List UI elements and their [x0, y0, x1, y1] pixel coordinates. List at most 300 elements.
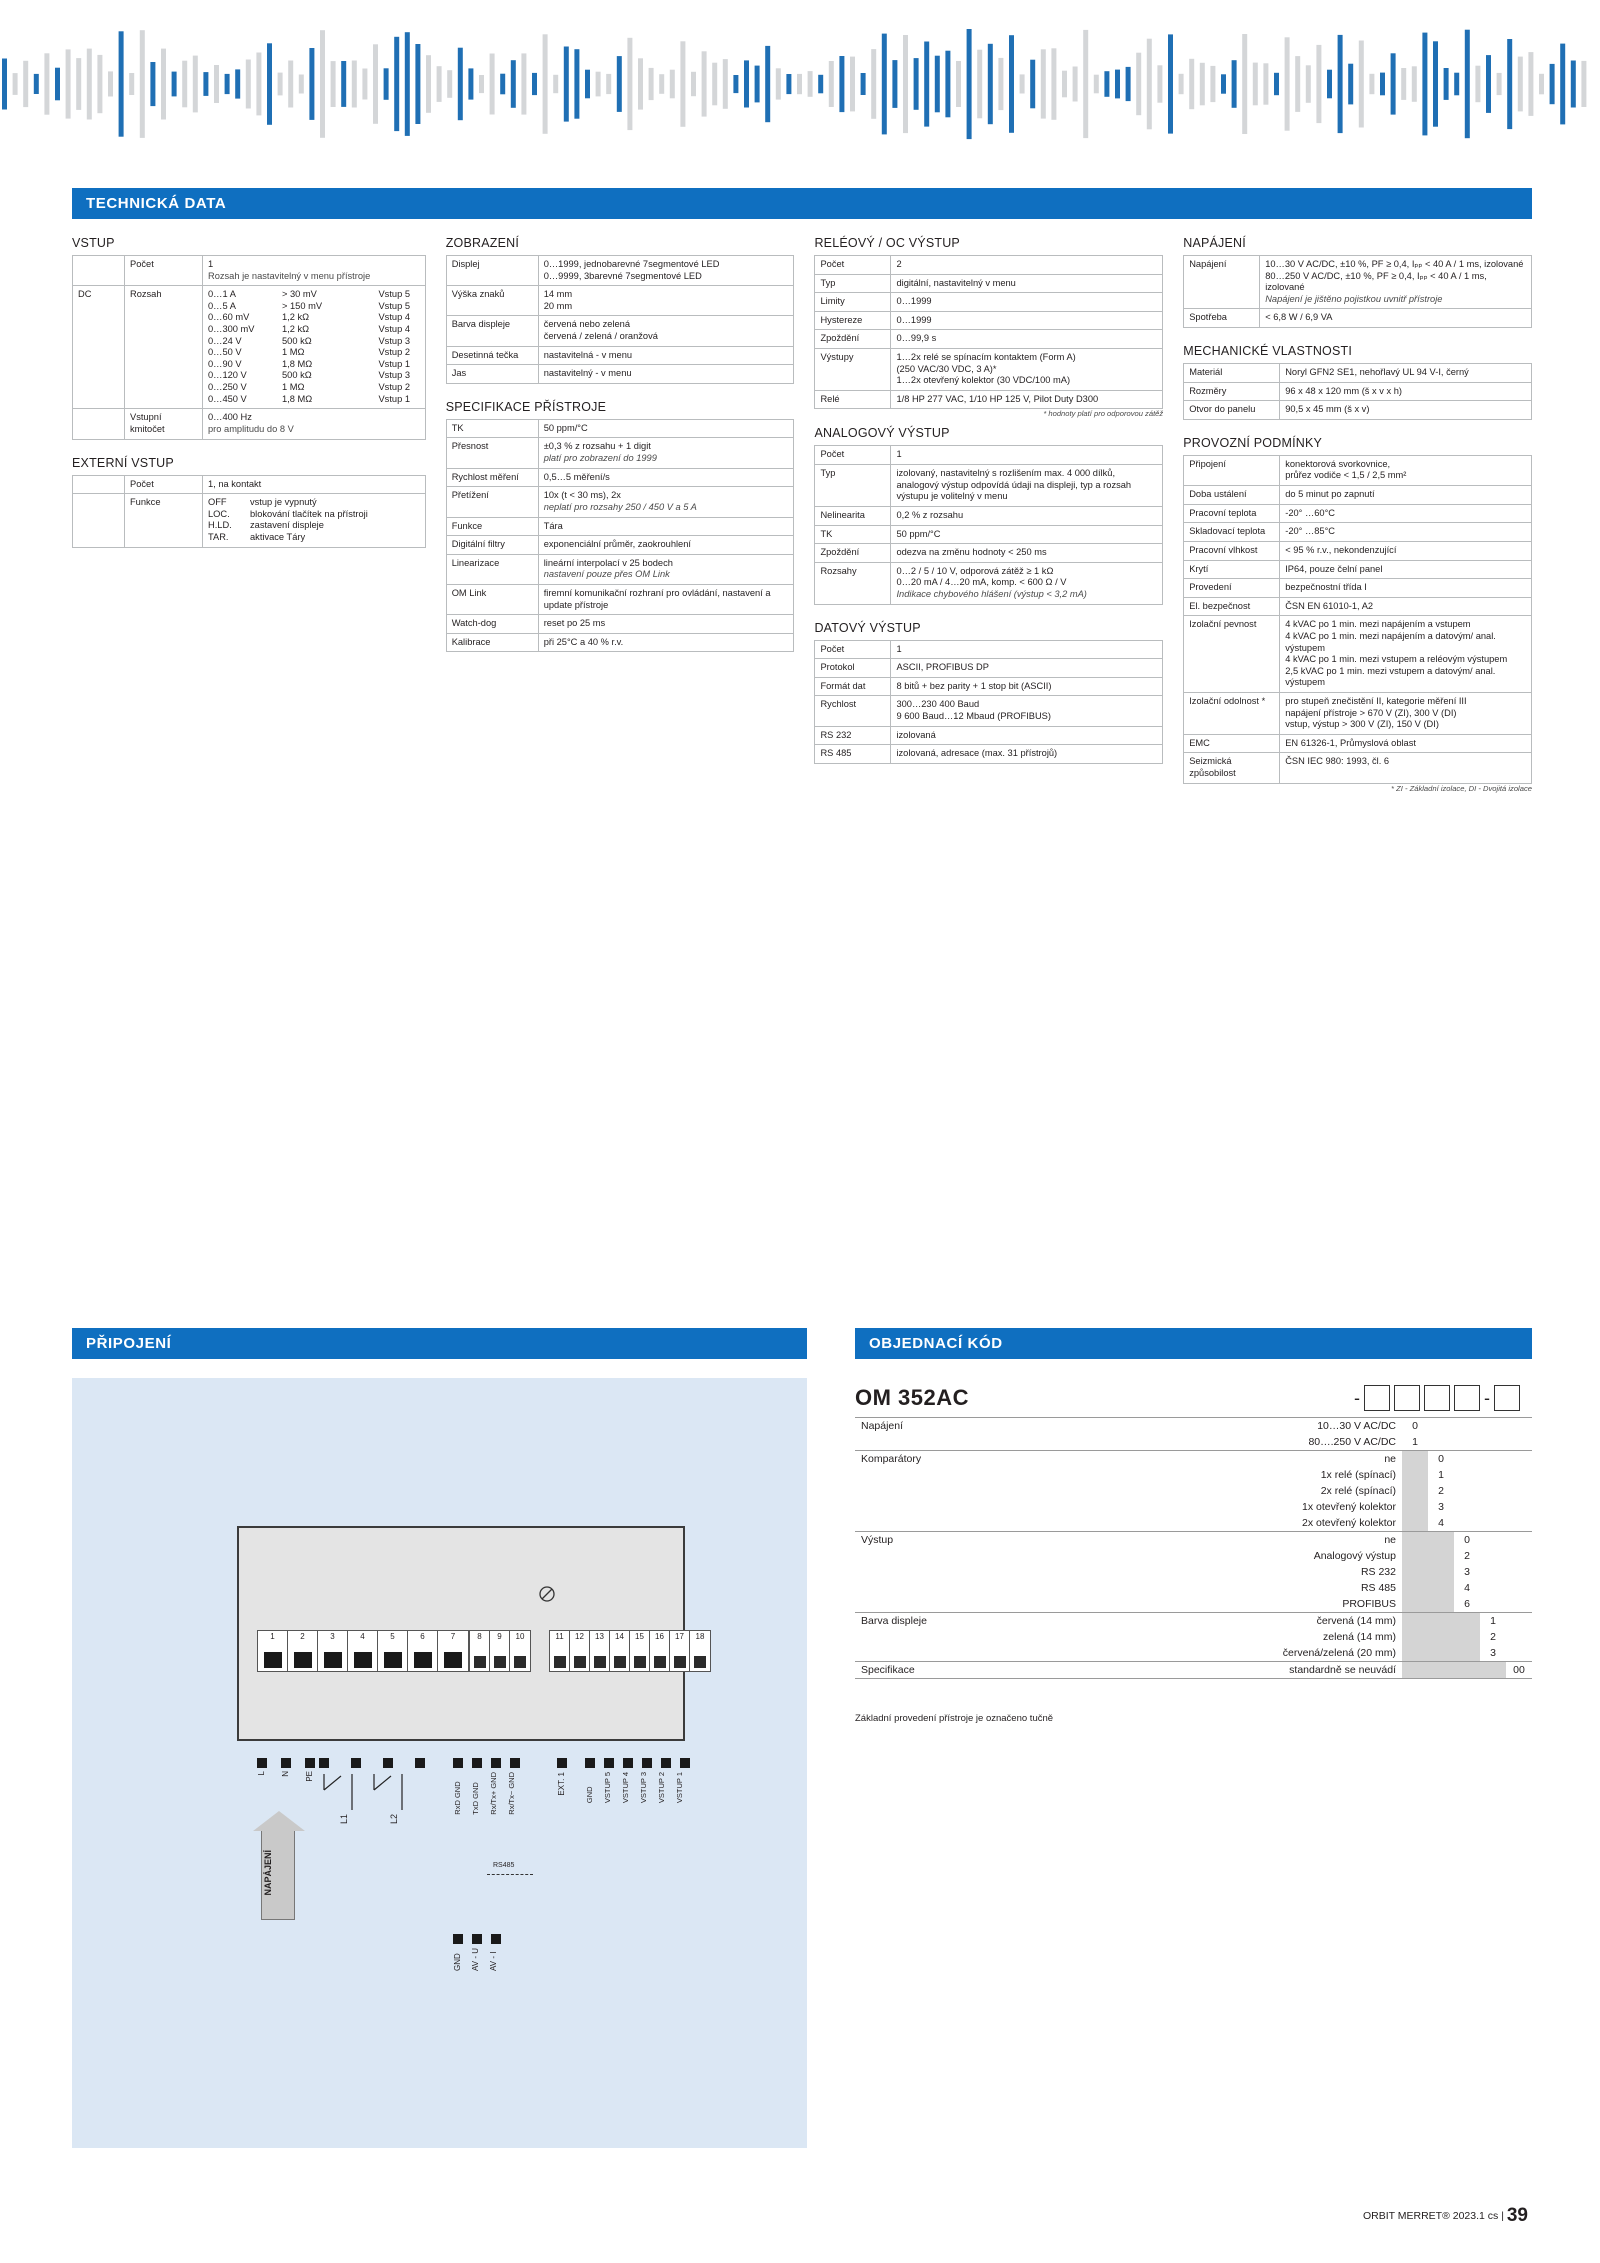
cell-label: Rozměry: [1184, 382, 1280, 401]
ordering-option-label: 80….250 V AC/DC: [1308, 1436, 1396, 1448]
ext-label: EXT. 1: [557, 1772, 566, 1796]
group-title-rele: RELÉOVÝ / OC VÝSTUP: [814, 236, 960, 250]
cell-label: Izolační odolnost *: [1184, 693, 1280, 735]
terminal-number: 9: [497, 1632, 502, 1641]
ordering-code-cell: [1480, 1451, 1506, 1468]
cell-value: 1: [891, 446, 1163, 465]
cell-label: Barva displeje: [446, 316, 538, 346]
terminal-block-power-relay[interactable]: [257, 1630, 469, 1672]
group-title-mechanicke: MECHANICKÉ VLASTNOSTI: [1183, 344, 1353, 359]
cell-label: Přesnost: [446, 438, 538, 468]
ordering-row: [855, 1532, 1532, 1549]
ordering-code-cell: [1402, 1629, 1428, 1645]
cell-label: Otvor do panelu: [1184, 401, 1280, 420]
funkce-desc: aktivace Táry: [250, 531, 306, 542]
cell-value: 0…99,9 s: [891, 330, 1163, 349]
data-pin-label: Rx/Tx+ GND: [489, 1772, 498, 1815]
terminal[interactable]: [318, 1631, 348, 1671]
ordering-row: [855, 1499, 1532, 1515]
cell-value: 50 ppm/°C: [891, 525, 1163, 544]
range-value: 0…300 mV: [208, 324, 255, 335]
cell-label-pocet-ext: Počet: [125, 475, 203, 494]
cell-label: Připojení: [1184, 455, 1280, 485]
ordering-code-cell: [1454, 1483, 1480, 1499]
ordering-code-cell: [1506, 1451, 1532, 1468]
ordering-code-cell: 0: [1454, 1532, 1480, 1549]
ordering-code-cell: [1480, 1532, 1506, 1549]
range-value: 0…250 V: [208, 382, 247, 393]
ordering-code-cell: [1480, 1596, 1506, 1613]
column-input: [72, 236, 426, 793]
cell-value: při 25°C a 40 % r.v.: [538, 633, 794, 652]
power-pin-PE: PE: [305, 1758, 315, 1782]
ordering-code-cell: [1402, 1548, 1428, 1564]
cell-label: Materiál: [1184, 364, 1280, 383]
cell-label: Krytí: [1184, 560, 1280, 579]
ordering-code-cell: [1506, 1580, 1532, 1596]
cell-value: 1/8 HP 277 VAC, 1/10 HP 125 V, Pilot Duty D300: [891, 390, 1163, 409]
table-row: [1184, 734, 1532, 753]
input-pin: [642, 1758, 652, 1768]
ordering-code-cell: 0: [1428, 1451, 1454, 1468]
cell-value: ČSN EN 61010-1, A2: [1280, 597, 1532, 616]
ordering-option-label: červená (14 mm): [1065, 1613, 1402, 1630]
dash-1: -: [1354, 1387, 1360, 1408]
ordering-code-cell: [1402, 1580, 1428, 1596]
footer-separator: |: [1501, 2209, 1504, 2222]
range-impedance: 1,2 kΩ: [282, 324, 310, 335]
terminal-pin: [494, 1656, 506, 1668]
ordering-code-cell: 4: [1438, 1517, 1444, 1529]
ordering-option-label: 1x relé (spínací): [1320, 1469, 1396, 1481]
cell-value: 0,5…5 měření/s: [538, 468, 794, 487]
ordering-code-cell: [1428, 1434, 1454, 1451]
ordering-table: [855, 1417, 1532, 1679]
ordering-code-cell: 3: [1464, 1566, 1470, 1578]
ordering-row: [855, 1629, 1532, 1645]
cell-label-dc: DC: [73, 286, 125, 409]
ordering-code-cell: [1454, 1434, 1480, 1451]
relay-pin-2: [351, 1758, 361, 1768]
cell-label: Počet: [815, 640, 891, 659]
range-row: [208, 359, 420, 371]
connection-diagram-panel: [72, 1378, 807, 2148]
cell-value: firemní komunikační rozhraní pro ovládání, nastavení a update přístroje: [538, 584, 794, 614]
terminal-number: 8: [477, 1632, 482, 1641]
cell-value: < 6,8 W / 6,9 VA: [1260, 309, 1532, 328]
table-row: [815, 311, 1163, 330]
table-row: [1184, 364, 1532, 383]
relay-contact-symbols: [319, 1770, 449, 1840]
terminal-pin: [674, 1656, 686, 1668]
range-terminal: Vstup 5: [378, 289, 410, 300]
ordering-group-name: [855, 1629, 1065, 1645]
ordering-row: [855, 1564, 1532, 1580]
device-outline: [237, 1526, 705, 1741]
ordering-code-cell: [1506, 1629, 1532, 1645]
terminal-pin: [354, 1652, 372, 1668]
code-box-5[interactable]: [1494, 1385, 1520, 1411]
terminal-number: 1: [270, 1632, 275, 1641]
table-row: [446, 316, 794, 346]
table-row: [73, 475, 426, 494]
code-box-1[interactable]: [1364, 1385, 1390, 1411]
terminal-number: 4: [360, 1632, 365, 1641]
ordering-code-cell: [1506, 1645, 1532, 1662]
page-number: 39: [1506, 2205, 1528, 2226]
terminal-pin: [414, 1652, 432, 1668]
range-impedance: 1 MΩ: [282, 382, 305, 393]
terminal-number: 7: [450, 1632, 456, 1641]
terminal[interactable]: [288, 1631, 318, 1671]
ordering-option-label: PROFIBUS: [1342, 1598, 1396, 1610]
ordering-code-cell: [1402, 1451, 1428, 1468]
ordering-row: [855, 1467, 1532, 1483]
table-row: [815, 274, 1163, 293]
range-row: [208, 394, 420, 406]
cell-label: Displej: [446, 256, 538, 286]
terminal-pin: [264, 1652, 282, 1668]
ordering-row: [855, 1451, 1532, 1468]
ordering-option-label: 2x relé (spínací): [1320, 1485, 1396, 1497]
table-vstup: [72, 255, 426, 440]
ordering-code-cell: [1402, 1515, 1428, 1532]
cell-value: 0…2 / 5 / 10 V, odporová zátěž ≥ 1 kΩ 0…20 mA / 4…20 mA, komp. < 600 Ω / V Indikace chybového hlášení (výstup < 3,2 mA): [891, 562, 1163, 604]
terminal[interactable]: [650, 1631, 670, 1671]
terminal[interactable]: [470, 1631, 490, 1671]
group-title-vstup: VSTUP: [72, 236, 115, 250]
table-mechanicke: [1183, 363, 1532, 420]
note-rele: * hodnoty platí pro odporovou zátěž: [1043, 409, 1164, 419]
cell-label: Výstupy: [815, 349, 891, 391]
ordering-code-cell: 00: [1506, 1662, 1532, 1679]
table-datovy: [814, 640, 1163, 764]
ordering-group-name: [855, 1499, 1065, 1515]
cell-label: El. bezpečnost: [1184, 597, 1280, 616]
terminal[interactable]: [610, 1631, 630, 1671]
cell-note: platí pro zobrazení do 1999: [543, 453, 657, 464]
cell-value: 50 ppm/°C: [538, 419, 794, 438]
section-header-ordering-code: OBJEDNACÍ KÓD: [855, 1328, 1532, 1359]
ordering-option-label: RS 485: [1360, 1582, 1396, 1594]
terminal-number: 14: [615, 1632, 624, 1641]
terminal[interactable]: [348, 1631, 378, 1671]
table-row: [815, 349, 1163, 391]
table-row: [73, 256, 426, 286]
cell-note: Indikace chybového hlášení (výstup < 3,2 mA): [896, 588, 1087, 599]
table-row: [1184, 309, 1532, 328]
group-title-napajeni: NAPÁJENÍ: [1183, 236, 1246, 250]
cell-label: Přetížení: [446, 487, 538, 517]
ordering-code-cell: 1: [1412, 1436, 1418, 1448]
terminal-pin: [384, 1652, 402, 1668]
cell-label: Digitální filtry: [446, 536, 538, 555]
ordering-code-cell: [1402, 1532, 1428, 1549]
table-row: [815, 465, 1163, 507]
terminal[interactable]: [378, 1631, 408, 1671]
group-title-provozni: PROVOZNÍ PODMÍNKY: [1183, 435, 1323, 450]
ordering-row: [855, 1596, 1532, 1613]
ordering-row: [855, 1645, 1532, 1662]
input-pin-label: VSTUP 3: [639, 1772, 648, 1804]
ordering-code-cell: [1480, 1564, 1506, 1580]
ao-pin-gnd: [453, 1934, 463, 1944]
data-pin: [510, 1758, 520, 1768]
cell-label: Kalibrace: [446, 633, 538, 652]
terminal[interactable]: [258, 1631, 288, 1671]
cell-value: reset po 25 ms: [538, 615, 794, 634]
funkce-desc: zastavení displeje: [250, 520, 324, 531]
ordering-row: [855, 1418, 1532, 1435]
cell-label: Watch-dog: [446, 615, 538, 634]
terminal[interactable]: [670, 1631, 690, 1671]
table-row: [446, 346, 794, 365]
ordering-code-cell: 1: [1480, 1613, 1506, 1630]
table-row: [1184, 455, 1532, 485]
range-impedance: 1,2 kΩ: [282, 312, 310, 323]
table-row: [446, 517, 794, 536]
terminal[interactable]: [630, 1631, 650, 1671]
cell-value: 1…2x relé se spínacím kontaktem (Form A) (250 VAC/30 VDC, 3 A)* 1…2x otevřený kolektor (30 VDC/100 mA): [891, 349, 1163, 391]
ordering-model-name: OM 352AC: [855, 1385, 970, 1410]
table-row: [815, 293, 1163, 312]
cell-empty-3: [73, 475, 125, 494]
cell-value: nastavitelný - v menu: [538, 365, 794, 384]
cell-value: pro stupeň znečistění II, kategorie měření III napájení přístroje > 670 V (ZI), 300 V (DI) vstup, výstup > 300 V (ZI), 150 V (DI): [1280, 693, 1532, 735]
ao-pin-i: [491, 1934, 501, 1944]
ordering-code-cell: [1506, 1467, 1532, 1483]
cell-label: Typ: [815, 274, 891, 293]
range-terminal: Vstup 4: [378, 324, 410, 335]
ordering-code-cell: [1428, 1418, 1454, 1435]
range-impedance: 1 MΩ: [282, 347, 305, 358]
table-row: [815, 640, 1163, 659]
relay-pin-4: [415, 1758, 425, 1768]
terminal-pin: [474, 1656, 486, 1668]
cell-value: digitální, nastavitelný v menu: [891, 274, 1163, 293]
table-row: [1184, 579, 1532, 598]
ordering-code-cell: [1428, 1596, 1454, 1613]
ordering-footnote: Základní provedení přístroje je označeno tučně: [855, 1713, 1054, 1724]
cell-value: IP64, pouze čelní panel: [1280, 560, 1532, 579]
table-napajeni: [1183, 255, 1532, 328]
ordering-code-cell: [1480, 1483, 1506, 1499]
range-row: [208, 347, 420, 359]
ordering-code-cell: 3: [1490, 1647, 1496, 1659]
range-row: [208, 301, 420, 313]
data-pin-label: Rx/Tx− GND: [507, 1772, 516, 1815]
ordering-row: [855, 1548, 1532, 1564]
ordering-code-cell: 0: [1402, 1418, 1428, 1435]
group-title-externi-vstup: EXTERNÍ VSTUP: [72, 455, 174, 470]
terminal-number: 10: [515, 1632, 525, 1641]
cell-value: 96 x 48 x 120 mm (š x v x h): [1280, 382, 1532, 401]
cell-value: 0…1999: [891, 293, 1163, 312]
table-row: [446, 468, 794, 487]
wiring-annotations: [257, 1758, 684, 2088]
ordering-code-cell: 2: [1464, 1550, 1470, 1562]
terminal-number: 18: [695, 1632, 705, 1641]
range-value: 0…1 A: [208, 289, 236, 300]
terminal[interactable]: [438, 1631, 468, 1671]
funkce-code: H.LD.: [208, 520, 232, 531]
terminal[interactable]: [570, 1631, 590, 1671]
data-pin-label: RxD GND: [453, 1781, 462, 1815]
ordering-code-cell: [1480, 1434, 1506, 1451]
terminal[interactable]: [590, 1631, 610, 1671]
cell-value: 1: [891, 640, 1163, 659]
ordering-code-cell: [1506, 1564, 1532, 1580]
ordering-option-label: RS 232: [1360, 1566, 1396, 1578]
terminal[interactable]: [690, 1631, 710, 1671]
ordering-option-label: ne: [1065, 1451, 1402, 1468]
ordering-code-cell: [1402, 1662, 1428, 1679]
cell-value: 0,2 % z rozsahu: [891, 506, 1163, 525]
range-terminal: Vstup 2: [378, 347, 410, 358]
ordering-code-cell: [1454, 1499, 1480, 1515]
table-rele: [814, 255, 1163, 409]
range-value: 0…60 mV: [208, 312, 250, 323]
cell-value: bezpečnostní třída I: [1280, 579, 1532, 598]
warning-icon: [539, 1586, 555, 1602]
terminal-number: 11: [555, 1632, 564, 1641]
cell-value: 10x (t < 30 ms), 2x neplatí pro rozsahy 250 / 450 V a 5 A: [538, 487, 794, 517]
table-row: [815, 390, 1163, 409]
table-row: [446, 286, 794, 316]
range-impedance: 1,8 MΩ: [282, 358, 313, 369]
ordering-code-cell: 2: [1438, 1485, 1444, 1497]
ordering-code-cell: [1402, 1483, 1428, 1499]
funkce-row: [208, 497, 420, 509]
table-row: [1184, 541, 1532, 560]
table-analog: [814, 445, 1163, 604]
cell-label: Protokol: [815, 659, 891, 678]
range-value: 0…450 V: [208, 393, 247, 404]
range-impedance: 1,8 MΩ: [282, 393, 313, 404]
power-pin-L: L: [257, 1758, 267, 1782]
code-box-4[interactable]: [1454, 1385, 1480, 1411]
table-row: [446, 554, 794, 584]
cell-label: Napájení: [1184, 256, 1260, 309]
terminal-number: 2: [300, 1632, 305, 1641]
terminal[interactable]: [408, 1631, 438, 1671]
cell-value-funkce-ext: [203, 494, 426, 547]
ordering-group-name: [855, 1564, 1065, 1580]
decorative-waveform-banner: [0, 0, 1600, 168]
cell-value: 8 bitů + bez parity + 1 stop bit (ASCII): [891, 677, 1163, 696]
cell-label-kmitocet: Vstupní kmitočet: [125, 409, 203, 439]
ordering-code-cell: [1506, 1434, 1532, 1451]
table-row: [73, 286, 426, 409]
rs485-bus-line: [487, 1874, 533, 1875]
group-title-zobrazeni: ZOBRAZENÍ: [445, 236, 520, 250]
cell-label: Pracovní teplota: [1184, 504, 1280, 523]
ordering-code-cell: [1506, 1418, 1532, 1435]
cell-value: 4 kVAC po 1 min. mezi napájením a vstupem 4 kVAC po 1 min. mezi napájením a datovým/ anal. výstupem 4 kVAC po 1 min. mezi vstupem a reléovým výstupem 2,5 kVAC po 1 min. mezi vstupem a datovým/ anal. výstupem: [1280, 616, 1532, 693]
cell-value: Tára: [538, 517, 794, 536]
code-box-2[interactable]: [1394, 1385, 1420, 1411]
note-provozni: * ZI - Základní izolace, DI - Dvojitá izolace: [1391, 783, 1532, 793]
cell-note: Napájení je jištěno pojistkou uvnitř přístroje: [1265, 293, 1443, 304]
terminal-pin: [594, 1656, 606, 1668]
cell-value: izolovaný, nastavitelný s rozlišením max. 4 000 dílků, analogový výstup odpovídá údaji na displeji, typ a rozsah výstupu je volitelný v menu: [891, 465, 1163, 507]
table-zobrazeni: [446, 255, 795, 384]
cell-label: Zpoždění: [815, 330, 891, 349]
cell-note: nastavení pouze přes OM Link: [543, 569, 670, 580]
terminal-number: 3: [330, 1632, 335, 1641]
table-row: [446, 615, 794, 634]
ordering-row: [855, 1483, 1532, 1499]
input-pin: [623, 1758, 633, 1768]
cell-label-rozsah: Rozsah: [125, 286, 203, 409]
range-value: 0…90 V: [208, 358, 242, 369]
page-footer: [1363, 2205, 1528, 2227]
relay-wiring: [319, 1758, 449, 1845]
ordering-group-name: [855, 1580, 1065, 1596]
terminal-pin: [554, 1656, 566, 1668]
terminal-block-inputs[interactable]: [549, 1630, 711, 1672]
group-title-specifikace: SPECIFIKACE PŘÍSTROJE: [445, 399, 607, 414]
table-row: [815, 745, 1163, 764]
terminal-number: 16: [655, 1632, 664, 1641]
code-box-3[interactable]: [1424, 1385, 1450, 1411]
data-pin-label: TxD GND: [471, 1782, 480, 1815]
cell-label: OM Link: [446, 584, 538, 614]
table-row: [1184, 256, 1532, 309]
cell-value-pocet: 1 Rozsah je nastavitelný v menu přístroje: [203, 256, 426, 286]
cell-value: 90,5 x 45 mm (š x v): [1280, 401, 1532, 420]
cell-value: 10…30 V AC/DC, ±10 %, PF ≥ 0,4, Iₚₚ < 40 A / 1 ms, izolované 80…250 V AC/DC, ±10 %, PF ≥ 0,4, Iₚₚ < 40 A / 1 ms, izolované Napájení je jištěno pojistkou uvnitř přístroje: [1260, 256, 1532, 309]
ordering-group-name: Specifikace: [855, 1662, 1065, 1679]
cell-value: ČSN IEC 980: 1993, čl. 6: [1280, 753, 1532, 783]
table-specifikace: [446, 419, 795, 653]
ordering-code-cell: [1506, 1483, 1532, 1499]
cell-label: Výška znaků: [446, 286, 538, 316]
funkce-row: [208, 532, 420, 544]
power-pin-N: N: [281, 1758, 291, 1782]
dash-2: -: [1484, 1387, 1490, 1408]
cell-value: izolovaná: [891, 726, 1163, 745]
range-row: [208, 370, 420, 382]
range-row: [208, 336, 420, 348]
cell-label: Limity: [815, 293, 891, 312]
range-row: [208, 289, 420, 301]
cell-value: 300…230 400 Baud 9 600 Baud…12 Mbaud (PROFIBUS): [891, 696, 1163, 726]
cell-label: Spotřeba: [1184, 309, 1260, 328]
terminal[interactable]: [490, 1631, 510, 1671]
table-row: [1184, 382, 1532, 401]
ext-wiring: [557, 1758, 567, 1796]
cell-label: Rychlost: [815, 696, 891, 726]
cell-label: Seizmická způsobilost: [1184, 753, 1280, 783]
terminal[interactable]: [550, 1631, 570, 1671]
table-row: [815, 525, 1163, 544]
table-row: [446, 256, 794, 286]
ao-pin-u: [472, 1934, 482, 1944]
ordering-code-cell: [1428, 1548, 1454, 1564]
range-value: 0…50 V: [208, 347, 242, 358]
terminal[interactable]: [510, 1631, 530, 1671]
cell-label: Linearizace: [446, 554, 538, 584]
range-impedance: 500 kΩ: [282, 335, 312, 346]
terminal-block-data[interactable]: [469, 1630, 531, 1672]
ordering-code-cell: [1402, 1613, 1428, 1630]
ordering-group-name: Napájení: [855, 1418, 1065, 1435]
table-row: [815, 562, 1163, 604]
table-row: [815, 659, 1163, 678]
ordering-option-label: standardně se neuvádí: [1065, 1662, 1402, 1679]
input-pin: [661, 1758, 671, 1768]
